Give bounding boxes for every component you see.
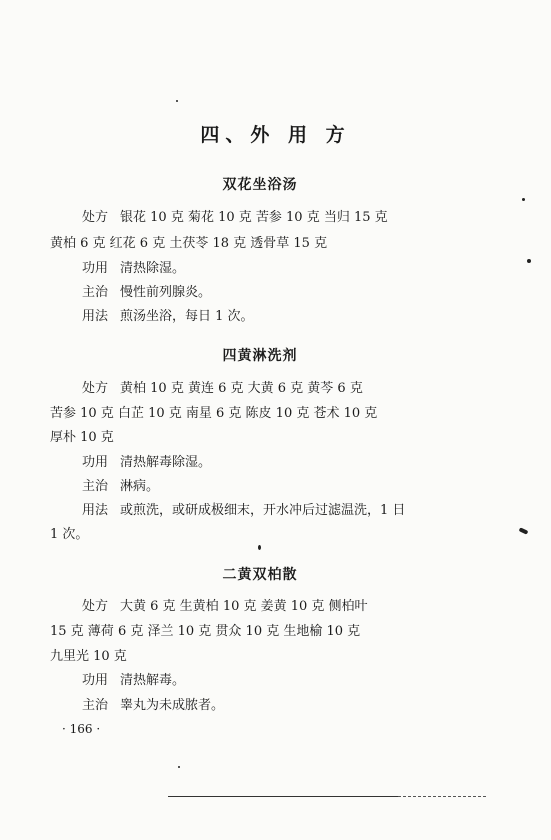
scan-speck: [258, 545, 261, 550]
prescription-text: 黄柏 10 克 黄连 6 克 大黄 6 克 黄芩 6 克: [120, 381, 363, 396]
recipe-2-prescription-line-3: 厚朴 10 克: [50, 430, 114, 445]
recipe-3-indication: [82, 698, 224, 714]
recipe-title-1: 双花坐浴汤: [222, 177, 298, 193]
recipe-2-usage-cont: 1 次。: [50, 527, 89, 542]
page-number: · 166 ·: [62, 722, 101, 736]
footer-rule-dashed: [398, 796, 486, 797]
scan-speck: [178, 766, 180, 768]
recipe-1-usage: [82, 309, 254, 325]
function-label: 功用: [82, 455, 109, 470]
prescription-text: 大黄 6 克 生黄柏 10 克 姜黄 10 克 侧柏叶: [120, 599, 368, 614]
scan-speck: [527, 259, 531, 263]
prescription-label: 处方: [82, 599, 109, 614]
recipe-2-function: [82, 455, 211, 471]
footer-rule: [168, 796, 398, 797]
recipe-3-function: [82, 673, 185, 689]
recipe-1-prescription-line-2: 黄柏 6 克 红花 6 克 土茯苓 18 克 透骨草 15 克: [50, 236, 328, 251]
recipe-2-usage: [82, 503, 405, 519]
recipe-3-prescription-line-2: 15 克 薄荷 6 克 泽兰 10 克 贯众 10 克 生地榆 10 克: [50, 624, 361, 639]
recipe-1-function: [82, 261, 185, 277]
usage-label: 用法: [82, 309, 109, 324]
scan-speck: [519, 527, 529, 534]
function-label: 功用: [82, 261, 109, 276]
function-text: 清热解毒。: [120, 673, 186, 688]
function-text: 清热除湿。: [120, 261, 186, 276]
recipe-3-prescription-line-3: 九里光 10 克: [50, 649, 127, 664]
recipe-2-prescription-line-1: [82, 381, 363, 397]
prescription-label: 处方: [82, 381, 109, 396]
recipe-title-3: 二黄双柏散: [222, 567, 298, 583]
recipe-1-prescription-line-1: [82, 210, 388, 226]
indication-text: 慢性前列腺炎。: [120, 285, 212, 300]
recipe-3-prescription-line-1: [82, 599, 368, 615]
indication-label: 主治: [82, 479, 109, 494]
recipe-title-2: 四黄淋洗剂: [222, 348, 298, 364]
section-title: 四、外 用 方: [200, 124, 351, 146]
indication-label: 主治: [82, 698, 109, 713]
scan-speck: [522, 198, 525, 201]
recipe-1-indication: [82, 285, 211, 301]
usage-text: 或煎洗，或研成极细末，开水冲后过滤温洗，1 日: [120, 503, 406, 518]
scan-speck: [176, 100, 178, 102]
prescription-text: 银花 10 克 菊花 10 克 苦参 10 克 当归 15 克: [120, 210, 388, 225]
recipe-2-indication: [82, 479, 159, 495]
usage-text: 煎汤坐浴，每日 1 次。: [120, 309, 254, 324]
prescription-label: 处方: [82, 210, 109, 225]
function-text: 清热解毒除湿。: [120, 455, 212, 470]
indication-text: 睾丸为未成脓者。: [120, 698, 225, 713]
function-label: 功用: [82, 673, 109, 688]
indication-label: 主治: [82, 285, 109, 300]
recipe-2-prescription-line-2: 苦参 10 克 白芷 10 克 南星 6 克 陈皮 10 克 苍术 10 克: [50, 406, 378, 421]
usage-label: 用法: [82, 503, 109, 518]
indication-text: 淋病。: [120, 479, 160, 494]
